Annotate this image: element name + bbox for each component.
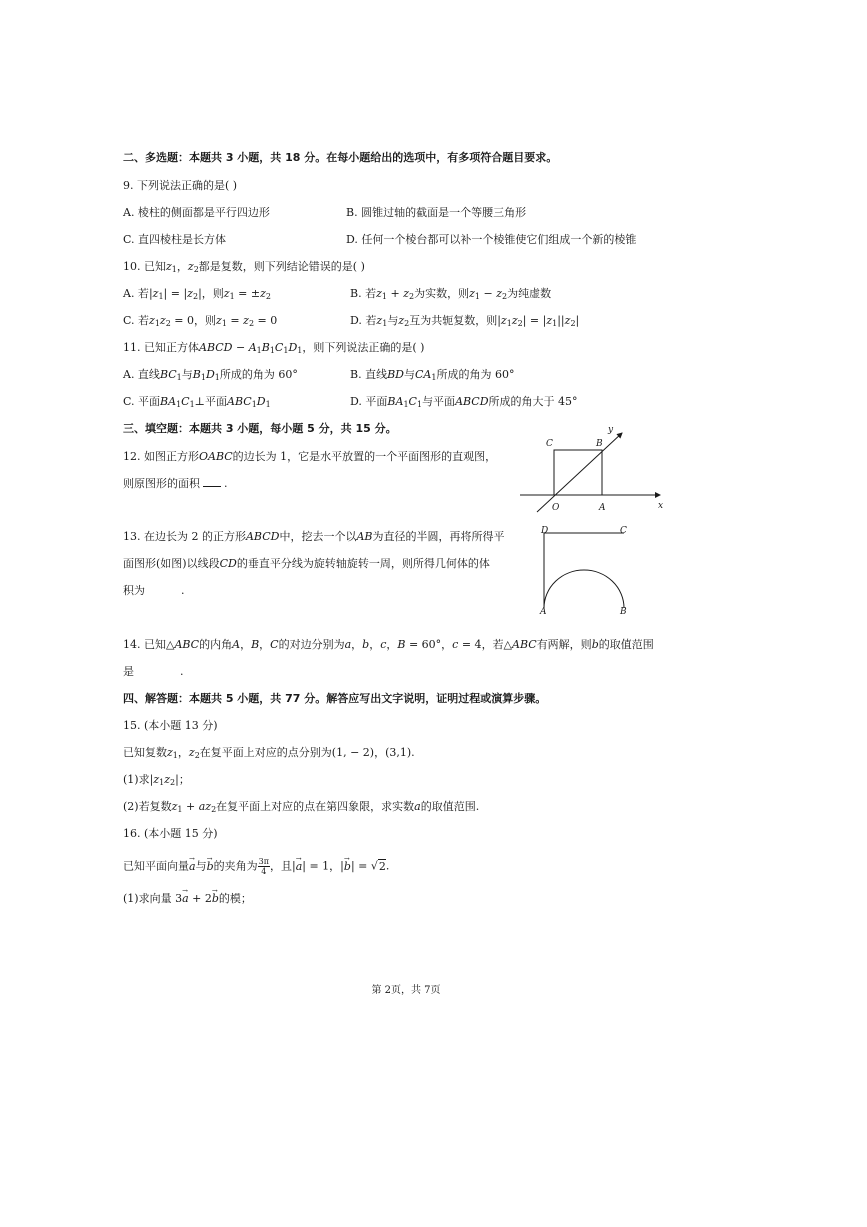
q13-answer-blank (148, 584, 178, 594)
q10-option-c: C. 若$z_1z_2 = 0$，则$z_1 = z_2 = 0$ (123, 314, 278, 328)
label-a: A (599, 503, 606, 513)
label-x: x (658, 501, 664, 511)
q16-line1: 已知平面向量→ a与→ b的夹角为 $\frac{3\pi}{4}$ ，且|→ a| = 1，|→ b| = √2. (123, 857, 389, 876)
label-c: C (546, 439, 553, 449)
q16-title: 16. (本小题 15 分) (123, 827, 218, 840)
q11-option-b: B. 直线BD与$CA_1$所成的角为 60° (350, 368, 515, 382)
q13-figure (536, 524, 636, 614)
q11-stem: 11. 已知正方体ABCD − $A_1B_1C_1D_1$，则下列说法正确的是( ) (123, 341, 425, 355)
q10-option-b: B. 若$z_1 + z_2$为实数，则$z_1 - z_2$为纯虚数 (350, 287, 552, 301)
q10-option-a: A. 若$|z_1| = |z_2|$，则$z_1 = \pm z_2$ (123, 287, 271, 301)
label-d: D (541, 526, 549, 536)
q15-part1: (1)求$|z_1z_2|$； (123, 773, 190, 787)
q13-line3: 积为 . (123, 584, 185, 597)
q13-line1: 13. 在边长为 2 的正方形ABCD中，挖去一个以AB为直径的半圆，再将所得平 (123, 530, 505, 543)
label-o: O (552, 503, 560, 513)
label-b: B (620, 607, 627, 614)
q9-option-c: C. 直四棱柱是长方体 (123, 233, 227, 246)
section-2-header: 二、多选题：本题共 3 小题，共 18 分。在每小题给出的选项中，有多项符合题目要求。 (123, 151, 558, 164)
label-c: C (620, 526, 627, 536)
q11-option-d: D. 平面$BA_1C_1$与平面ABCD所成的角大于 45° (350, 395, 578, 409)
square-oabc (554, 450, 602, 495)
q16-part1: (1)求向量 3→ a + 2→ b的模； (123, 891, 252, 907)
q10-stem: 10. 已知$z_1$，$z_2$都是复数，则下列结论错误的是( ) (123, 260, 365, 274)
q11-option-a: A. 直线$BC_1$与$B_1D_1$所成的角为 60° (123, 368, 298, 382)
q10-option-d: D. 若$z_1$与$z_2$互为共轭复数，则$|z_1z_2| = |z_1||z_2|$ (350, 314, 580, 328)
q12-line2: 则原图形的面积 . (123, 477, 228, 490)
label-b: B (596, 439, 603, 449)
q15-title: 15. (本小题 13 分) (123, 719, 218, 732)
q9-stem: 9. 下列说法正确的是( ) (123, 179, 238, 192)
q13-line2: 面图形(如图)以线段CD的垂直平分线为旋转轴旋转一周，则所得几何体的体 (123, 557, 490, 570)
label-a: A (540, 607, 547, 614)
q9-option-d: D. 任何一个棱台都可以补一个棱锥使它们组成一个新的棱锥 (346, 233, 637, 246)
q11-option-c: C. 平面$BA_1C_1\perp$平面$ABC_1D_1$ (123, 395, 271, 409)
q9-option-b: B. 圆锥过轴的截面是一个等腰三角形 (346, 206, 527, 219)
q15-part2: (2)若复数$z_1 + az_2$在复平面上对应的点在第四象限，求实数a的取值范围. (123, 800, 480, 814)
q12-answer-blank (203, 476, 221, 487)
q12-line1: 12. 如图正方形OABC的边长为 1，它是水平放置的一个平面图形的直观图， (123, 450, 497, 463)
q15-line1: 已知复数$z_1$，$z_2$在复平面上对应的点分别为(1, − 2)，(3,1). (123, 746, 415, 760)
semicircle-ab (544, 570, 624, 608)
fraction-3pi-over-4: $\frac{3\pi}{4}$ (258, 857, 269, 876)
section-4-header: 四、解答题：本题共 5 小题，共 77 分。解答应写出文字说明，证明过程或演算步骤。 (123, 692, 547, 705)
section-3-header: 三、填空题：本题共 3 小题，每小题 5 分，共 15 分。 (123, 422, 397, 435)
q14-line1: 14. 已知△ABC的内角A，B，C的对边分别为a，b，c，B = 60°，c = 4，若△ABC有两解，则b的取值范围 (123, 638, 654, 651)
page-footer: 第 2页，共 7页 (371, 985, 441, 996)
q14-answer-blank (137, 665, 177, 675)
q14-line2: 是 . (123, 665, 184, 678)
label-y: y (608, 426, 614, 435)
q9-option-a: A. 棱柱的侧面都是平行四边形 (123, 206, 270, 219)
q12-figure (518, 426, 668, 516)
